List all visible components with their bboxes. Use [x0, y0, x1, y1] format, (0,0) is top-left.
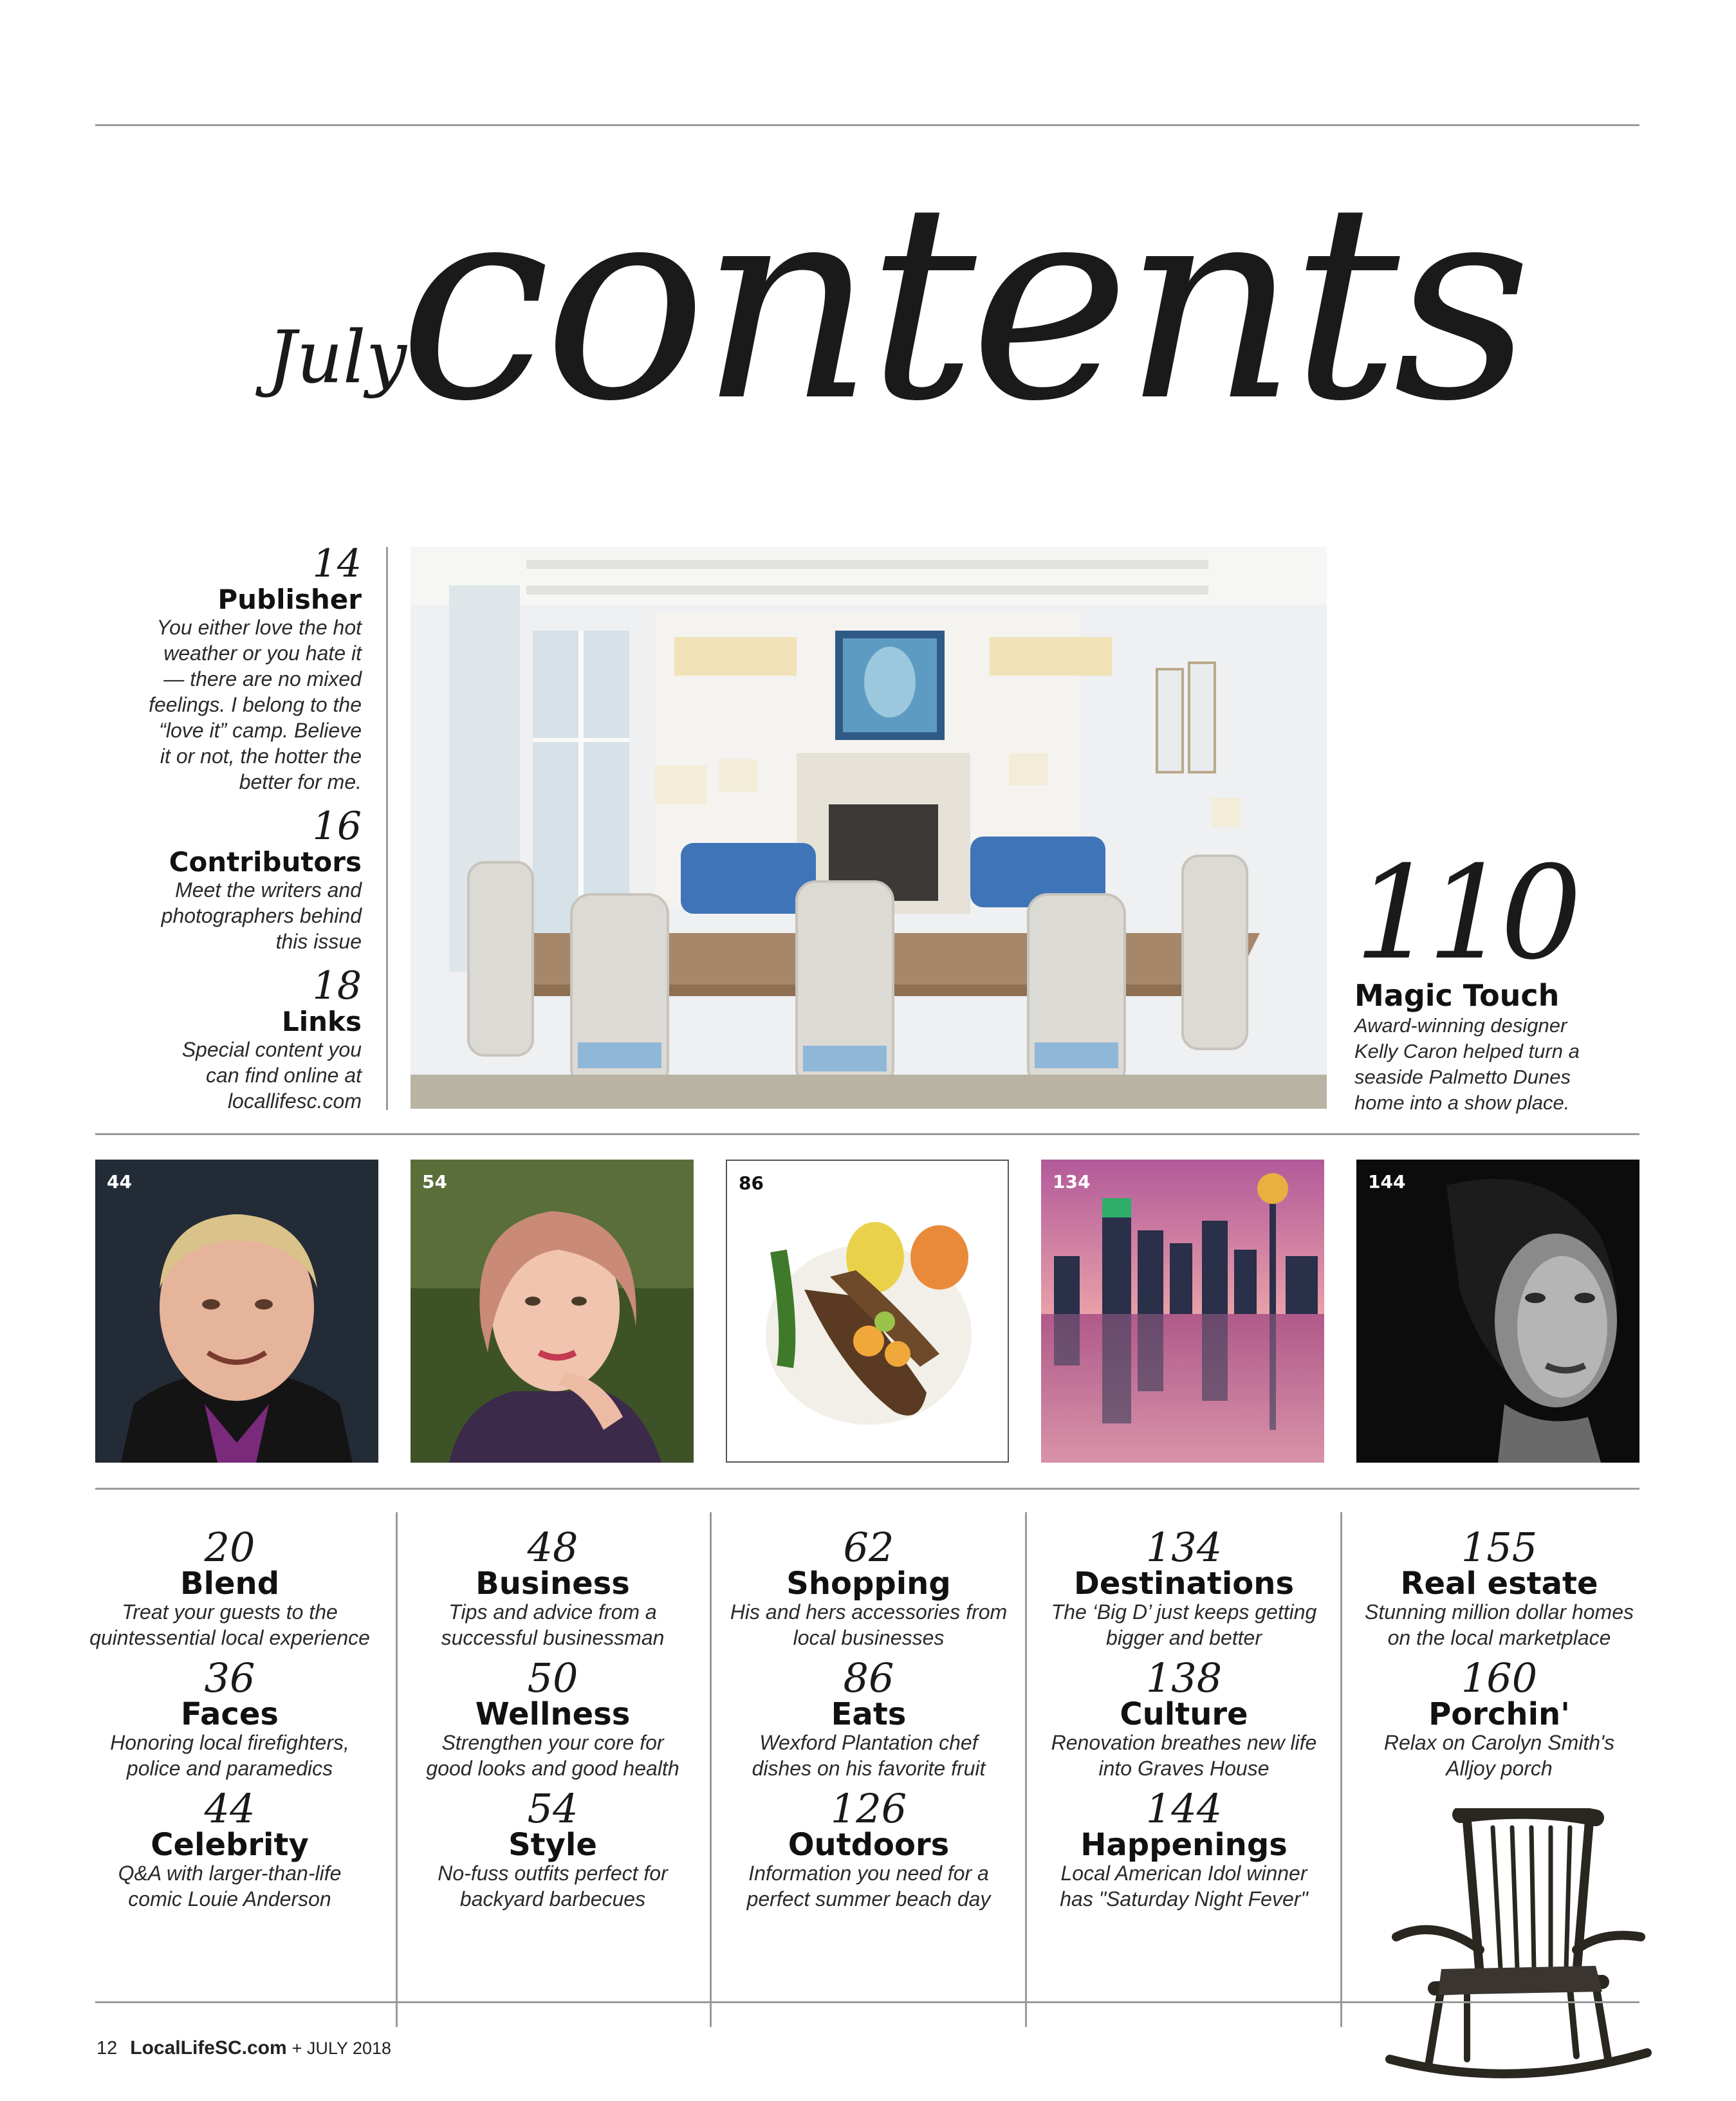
section-description: Special content you can find online at locallifesc.com: [181, 1038, 362, 1113]
page-number: 54: [527, 1785, 578, 1833]
thumbnail-page-number: 86: [739, 1172, 764, 1194]
bottom-rule: [95, 2001, 1639, 2003]
section-heading: Porchin': [1428, 1696, 1570, 1733]
page-number: 20: [204, 1524, 255, 1571]
top-rule: [95, 124, 1639, 126]
section-heading: Destinations: [1073, 1566, 1295, 1602]
section-heading: Publisher: [217, 584, 362, 615]
section-description: No-fuss outfits perfect for backyard barbecues: [438, 1862, 668, 1911]
section-description: Relax on Carolyn Smith's Alljoy porch: [1383, 1731, 1615, 1781]
toc-entry-real-estate[interactable]: [1342, 1526, 1657, 1651]
thumbnail-happenings-portrait[interactable]: [1356, 1160, 1639, 1463]
grid-column-4: [1026, 1526, 1342, 1918]
toc-entry-publisher[interactable]: [97, 541, 362, 795]
footer-issue-date: + JULY 2018: [291, 2039, 392, 2058]
page-number: 14: [312, 541, 362, 586]
section-description: Wexford Plantation chef dishes on his favorite fruit: [752, 1731, 986, 1781]
left-column: [97, 541, 362, 1125]
section-heading: Links: [282, 1006, 362, 1038]
footer-page-number: 12: [97, 2038, 118, 2059]
toc-entry-wellness[interactable]: [395, 1654, 710, 1781]
feature-page-number: 110: [1354, 838, 1573, 988]
section-heading: Contributors: [169, 846, 362, 878]
page-number: 36: [204, 1654, 255, 1702]
thumbnail-style-portrait[interactable]: [411, 1160, 694, 1463]
section-description: Q&A with larger-than-life comic Louie Anderson: [118, 1862, 342, 1911]
toc-entry-eats[interactable]: [711, 1654, 1026, 1781]
page-number: 18: [312, 963, 362, 1009]
section-description: Tips and advice from a successful businessman: [441, 1600, 665, 1650]
page-number: 86: [843, 1654, 894, 1702]
toc-entry-links[interactable]: [97, 963, 362, 1114]
grid-column-2: [395, 1526, 710, 1918]
section-heading: Outdoors: [788, 1827, 950, 1864]
toc-entry-blend[interactable]: [72, 1526, 387, 1651]
section-description: Local American Idol winner has "Saturday Night Fever": [1060, 1862, 1308, 1911]
section-heading: Blend: [180, 1566, 280, 1602]
page-title: contents: [399, 146, 1526, 461]
section-description: Treat your guests to the quintessential local experience: [89, 1600, 370, 1650]
section-description: You either love the hot weather or you hate it — there are no mixed feelings. I belong to the “love it” camp. Believe it or not, the hotter the better for me.: [149, 616, 362, 794]
toc-entry-destinations[interactable]: [1026, 1526, 1342, 1651]
thumbnail-page-number: 134: [1053, 1171, 1091, 1192]
section-heading: Happenings: [1080, 1827, 1288, 1864]
thumbnail-page-number: 44: [107, 1171, 132, 1192]
toc-entry-contributors[interactable]: [97, 806, 362, 954]
section-heading: Eats: [831, 1696, 907, 1733]
section-heading: Shopping: [786, 1566, 951, 1602]
grid-column-1: [72, 1526, 387, 1918]
section-heading: Wellness: [475, 1696, 631, 1733]
section-description: Honoring local firefighters, police and paramedics: [110, 1731, 349, 1781]
toc-entry-faces[interactable]: [72, 1654, 387, 1781]
toc-entry-porchin[interactable]: [1342, 1654, 1657, 1781]
toc-entry-culture[interactable]: [1026, 1654, 1342, 1781]
grid-column-3: [711, 1526, 1026, 1918]
thumbnail-food-dish[interactable]: [726, 1160, 1009, 1463]
page-number: 126: [830, 1785, 907, 1833]
thumbnail-page-number: 54: [422, 1171, 447, 1192]
toc-entry-style[interactable]: [395, 1785, 710, 1912]
toc-entry-happenings[interactable]: [1026, 1785, 1342, 1912]
section-heading: Faces: [181, 1696, 279, 1733]
hero-dining-room-photo[interactable]: [411, 547, 1327, 1109]
thumbnail-page-number: 144: [1368, 1171, 1406, 1192]
left-column-divider: [386, 547, 388, 1110]
page-number: 138: [1145, 1654, 1223, 1702]
feature-magic-touch[interactable]: [1354, 838, 1657, 1116]
rule-above-thumbnails: [95, 1133, 1639, 1135]
thumbnail-celebrity-portrait[interactable]: [95, 1160, 378, 1463]
section-description: Renovation breathes new life into Graves House: [1051, 1731, 1317, 1781]
toc-entry-business[interactable]: [395, 1526, 710, 1651]
page-number: 44: [204, 1785, 255, 1833]
footer-site-name[interactable]: LocalLifeSC.com: [130, 2037, 287, 2059]
feature-heading: Magic Touch: [1354, 978, 1560, 1013]
section-description: Stunning million dollar homes on the local marketplace: [1365, 1600, 1634, 1650]
page-number: 50: [527, 1654, 578, 1702]
section-heading: Style: [508, 1827, 597, 1864]
section-description: Strengthen your core for good looks and good health: [426, 1731, 679, 1781]
rule-above-grid: [95, 1488, 1639, 1490]
section-heading: Celebrity: [151, 1827, 309, 1864]
page-footer: [97, 2037, 391, 2059]
rocking-chair-photo[interactable]: [1383, 1808, 1654, 2098]
section-heading: Culture: [1120, 1696, 1248, 1733]
page-number: 134: [1145, 1524, 1223, 1571]
page-number: 155: [1461, 1524, 1538, 1571]
page-number: 160: [1461, 1654, 1538, 1702]
feature-description: Award-winning designer Kelly Caron helped turn a seaside Palmetto Dunes home into a show place.: [1354, 1013, 1580, 1114]
page-number: 48: [527, 1524, 578, 1571]
section-description: Meet the writers and photographers behind this issue: [161, 878, 362, 954]
page-number: 16: [312, 804, 362, 849]
toc-entry-outdoors[interactable]: [711, 1785, 1026, 1912]
toc-entry-celebrity[interactable]: [72, 1785, 387, 1912]
page-number: 144: [1145, 1785, 1223, 1833]
section-description: Information you need for a perfect summer beach day: [746, 1862, 991, 1911]
toc-entry-shopping[interactable]: [711, 1526, 1026, 1651]
grid-column-5: [1342, 1526, 1657, 1788]
title-month: July: [267, 316, 407, 400]
page-number: 62: [843, 1524, 894, 1571]
section-heading: Business: [476, 1566, 630, 1602]
thumbnail-dallas-skyline[interactable]: [1041, 1160, 1324, 1463]
section-heading: Real estate: [1400, 1566, 1598, 1602]
section-description: The ‘Big D’ just keeps getting bigger and better: [1051, 1600, 1317, 1650]
section-description: His and hers accessories from local businesses: [730, 1600, 1008, 1650]
